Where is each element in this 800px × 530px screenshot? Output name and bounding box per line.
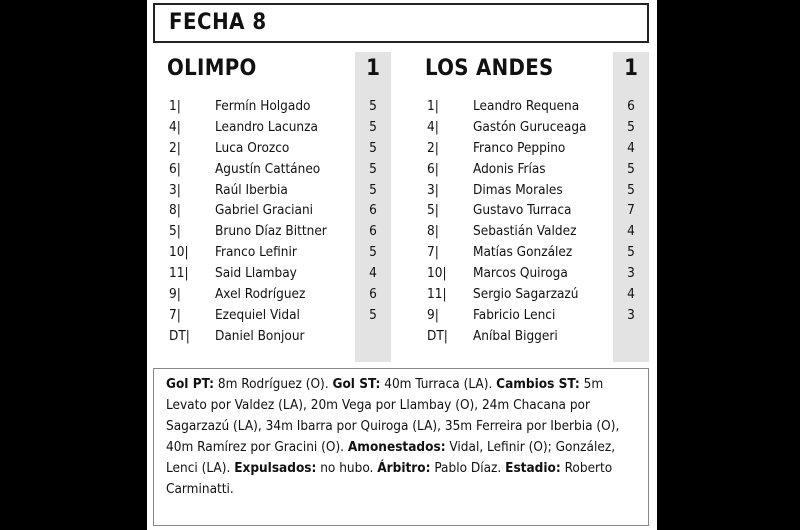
player-number: 8| — [427, 223, 439, 240]
player-row — [153, 242, 391, 263]
player-name: Agustín Cattáneo — [215, 160, 321, 177]
player-name: Gabriel Graciani — [215, 202, 314, 219]
player-name: Sergio Sagarzazú — [473, 286, 579, 303]
player-number: 9| — [169, 286, 181, 303]
player-rating: 5 — [627, 181, 635, 198]
player-rating: 5 — [369, 244, 377, 261]
player-rating: 5 — [627, 160, 635, 177]
player-name: Leandro Lacunza — [215, 118, 318, 135]
player-row — [153, 180, 391, 201]
player-rating: 5 — [369, 181, 377, 198]
coach-name: Aníbal Biggeri — [473, 327, 558, 344]
player-name: Dimas Morales — [473, 181, 563, 198]
coach-row — [153, 326, 391, 347]
away-team-name: LOS ANDES — [425, 56, 554, 81]
player-row — [411, 263, 649, 284]
player-number: 10| — [427, 265, 447, 282]
sendoffs-label: Expulsados: — [234, 460, 317, 476]
player-number: 1| — [169, 98, 181, 114]
player-rating: 4 — [627, 223, 635, 240]
away-team-score: 1 — [624, 56, 638, 81]
match-card — [147, 0, 657, 530]
player-number: 11| — [427, 286, 447, 303]
player-number: 5| — [169, 223, 181, 240]
player-row — [411, 180, 649, 201]
player-number: 6| — [427, 160, 439, 177]
goals-second-half: 40m Turraca (LA). — [380, 376, 497, 392]
player-name: Bruno Díaz Bittner — [215, 223, 327, 240]
player-name: Marcos Quiroga — [473, 265, 568, 282]
player-row — [411, 96, 649, 117]
sendoffs: no hubo. — [316, 460, 378, 476]
player-rating: 6 — [627, 98, 635, 114]
player-name: Fabricio Lenci — [473, 306, 556, 323]
coach-row — [411, 326, 649, 347]
player-rating: 5 — [369, 98, 377, 114]
player-number: 4| — [169, 118, 181, 135]
player-number: 8| — [169, 202, 181, 219]
player-row — [153, 96, 391, 117]
match-summary — [153, 368, 649, 526]
player-name: Raúl Iberbia — [215, 181, 288, 198]
player-rating: 5 — [627, 118, 635, 135]
player-name: Gastón Guruceaga — [473, 118, 587, 135]
player-number: 3| — [427, 181, 439, 198]
player-row — [411, 200, 649, 221]
goals-first-half-label: Gol PT: — [166, 376, 215, 392]
referee: Pablo Díaz. — [430, 460, 506, 476]
player-number: 4| — [427, 118, 439, 135]
player-number: 7| — [169, 306, 181, 323]
player-name: Said Llambay — [215, 265, 297, 282]
player-name: Ezequiel Vidal — [215, 306, 300, 323]
player-number: 6| — [169, 160, 181, 177]
away-team-panel — [411, 52, 649, 362]
player-row — [153, 284, 391, 305]
player-number: 10| — [169, 244, 189, 261]
player-name: Franco Peppino — [473, 139, 566, 156]
player-row — [411, 117, 649, 138]
referee-label: Árbitro: — [377, 460, 431, 476]
stadium: Roberto Carminatti. — [166, 460, 613, 497]
player-row — [411, 242, 649, 263]
player-row — [153, 263, 391, 284]
home-team-header — [153, 52, 391, 92]
player-rating: 6 — [369, 202, 377, 219]
bookings-label: Amonestados: — [347, 439, 446, 455]
player-name: Axel Rodríguez — [215, 286, 306, 303]
bookings: Vidal, Lefinir (O); González, Lenci (LA). — [166, 439, 616, 476]
player-rating: 5 — [369, 118, 377, 135]
player-rating: 4 — [627, 286, 635, 303]
player-row — [153, 159, 391, 180]
player-row — [153, 138, 391, 159]
player-row — [153, 117, 391, 138]
player-name: Adonis Frías — [473, 160, 546, 177]
player-name: Sebastián Valdez — [473, 223, 577, 240]
coach-name: Daniel Bonjour — [215, 327, 305, 344]
goals-second-half-label: Gol ST: — [332, 376, 381, 392]
round-title: FECHA 8 — [153, 3, 649, 43]
home-team-score: 1 — [366, 56, 380, 81]
player-number: 9| — [427, 306, 439, 323]
player-row — [153, 305, 391, 326]
player-number: 7| — [427, 244, 439, 261]
home-team-panel — [153, 52, 391, 362]
player-rating: 5 — [369, 160, 377, 177]
player-number: 5| — [427, 202, 439, 219]
player-number: 2| — [169, 139, 181, 156]
home-team-name: OLIMPO — [167, 56, 257, 81]
away-player-list — [411, 96, 649, 347]
player-row — [153, 200, 391, 221]
player-rating: 5 — [369, 306, 377, 323]
player-rating: 5 — [369, 139, 377, 156]
player-name: Luca Orozco — [215, 139, 290, 156]
player-name: Fermín Holgado — [215, 98, 311, 114]
player-number: 3| — [169, 181, 181, 198]
coach-label: DT| — [169, 327, 190, 344]
player-row — [411, 284, 649, 305]
player-name: Franco Lefinir — [215, 244, 297, 261]
player-row — [411, 221, 649, 242]
player-number: 2| — [427, 139, 439, 156]
player-row — [153, 221, 391, 242]
goals-first-half: 8m Rodríguez (O). — [214, 376, 333, 392]
player-name: Leandro Requena — [473, 98, 580, 114]
substitutions-label: Cambios ST: — [496, 376, 580, 392]
player-row — [411, 159, 649, 180]
player-row — [411, 138, 649, 159]
player-rating: 6 — [369, 223, 377, 240]
home-player-list — [153, 96, 391, 347]
coach-label: DT| — [427, 327, 448, 344]
player-name: Matías González — [473, 244, 573, 261]
player-rating: 4 — [369, 265, 377, 282]
substitutions: 5m Levato por Valdez (LA), 20m Vega por Llambay (O), 24m Chacana por Sagarzazú (LA), 34m Ibarra por Quiroga (LA), 35m Ferreira por Iberbia (O), 40m Ramírez por Gracini (O). — [166, 376, 620, 455]
player-rating: 4 — [627, 139, 635, 156]
player-rating: 3 — [627, 265, 635, 282]
player-row — [411, 305, 649, 326]
away-team-header — [411, 52, 649, 92]
player-rating: 5 — [627, 244, 635, 261]
player-name: Gustavo Turraca — [473, 202, 572, 219]
player-number: 1| — [427, 98, 439, 114]
player-rating: 7 — [627, 202, 635, 219]
player-rating: 3 — [627, 306, 635, 323]
player-number: 11| — [169, 265, 189, 282]
player-rating: 6 — [369, 286, 377, 303]
stadium-label: Estadio: — [505, 460, 561, 476]
